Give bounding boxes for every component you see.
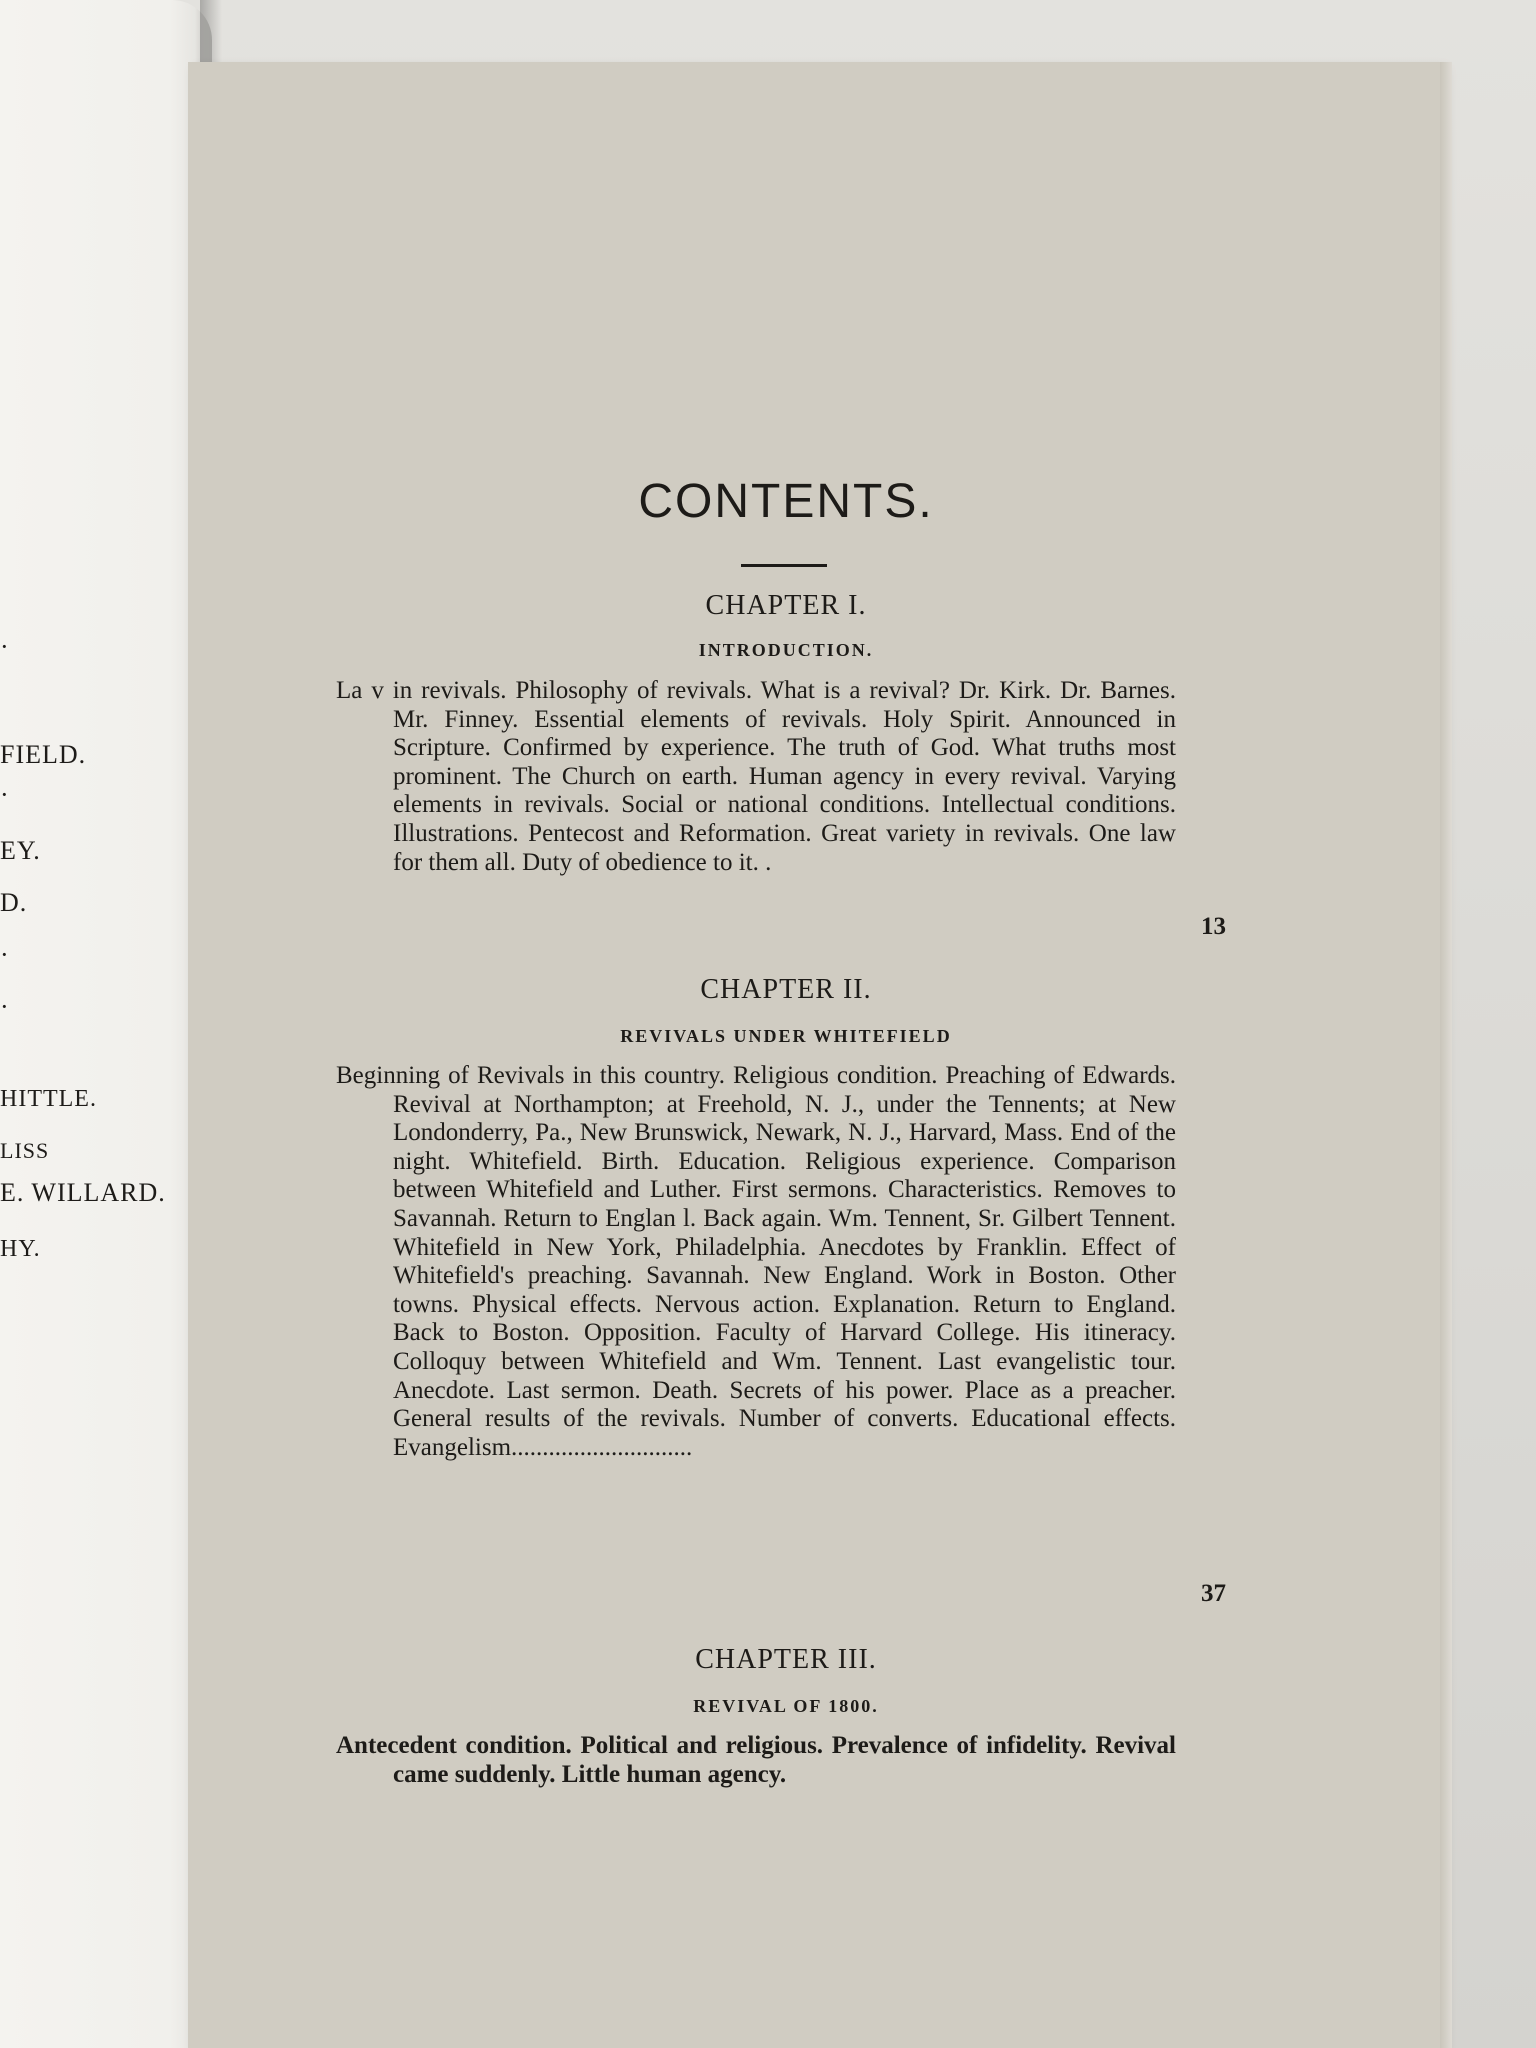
left-page-fragment: LISS xyxy=(0,1138,50,1163)
chapter-heading: CHAPTER I. xyxy=(705,590,867,621)
left-page-fragment: EY. xyxy=(0,836,41,865)
chapter-subtitle: INTRODUCTION. xyxy=(698,640,874,660)
chapter-summary: Beginning of Revivals in this country. Religious condition. Preaching of Edwards. Revival at Northampton; at Freehold, N. J., under the Tennents; at New Londonderry, Pa., New Brunswick, Newark, N. J., Harvard, Mass. End of the night. Whitefield. Birth. Education. Religious experience. Comparison between Whitefield and Luther. First sermons. Characteristics. Removes to Savannah. Return to Englan l. Back again. Wm. Tennent, Sr. Gilbert Tennent. Whitefield in New York, Philadelphia. Anecdotes by Franklin. Effect of Whitefield's preaching. Savannah. New England. Work in Boston. Other towns. Physical effects. Nervous action. Explanation. Return to England. Back to Boston. Opposition. Faculty of Harvard College. His itineracy. Colloquy between Whitefield and Wm. Tennent. Last evangelistic tour. Anecdote. Last sermon. Death. Secrets of his power. Place as a preacher. General results of the revivals. Number of converts. Educational effects. Evangelism............................. xyxy=(336,1062,1176,1461)
page-edge xyxy=(1440,62,1452,2048)
page-title: CONTENTS. xyxy=(638,475,934,528)
chapter-summary: La v in revivals. Philosophy of revivals. What is a revival? Dr. Kirk. Dr. Barnes. Mr. Finney. Essential elements of revivals. Holy Spirit. Announced in Scripture. Confirmed by experience. The truth of God. What truths most prominent. The Church on earth. Human agency in every revival. Varying elements in revivals. Social or national conditions. Intellectual conditions. Illustrations. Pentecost and Reformation. Great variety in revivals. One law for them all. Duty of obedience to it. . xyxy=(336,677,1176,876)
left-page-fragment: · xyxy=(0,632,10,661)
left-facing-page xyxy=(0,0,212,2048)
chapter-subtitle: REVIVAL OF 1800. xyxy=(693,1696,879,1716)
left-page-fragment: · xyxy=(0,992,10,1021)
left-page-fragment: FIELD. xyxy=(0,740,87,769)
left-page-fragment: · xyxy=(0,940,10,969)
chapter-subtitle: REVIVALS UNDER WHITEFIELD xyxy=(620,1026,952,1046)
left-page-fragment: HITTLE. xyxy=(0,1086,97,1112)
chapter-page-number: 13 xyxy=(1201,913,1226,940)
left-page-fragment: E. WILLARD. xyxy=(0,1178,166,1207)
left-page-fragment: HY. xyxy=(0,1236,41,1262)
chapter-summary: Antecedent condition. Political and religious. Prevalence of infidelity. Revival came suddenly. Little human agency. xyxy=(336,1732,1176,1788)
title-rule xyxy=(741,564,827,567)
left-page-fragment: · xyxy=(0,780,10,809)
left-page-fragment: D. xyxy=(0,888,28,917)
chapter-page-number: 37 xyxy=(1201,1580,1226,1607)
chapter-heading: CHAPTER III. xyxy=(695,1644,877,1675)
contents-page xyxy=(188,62,1440,2048)
chapter-heading: CHAPTER II. xyxy=(700,974,872,1005)
